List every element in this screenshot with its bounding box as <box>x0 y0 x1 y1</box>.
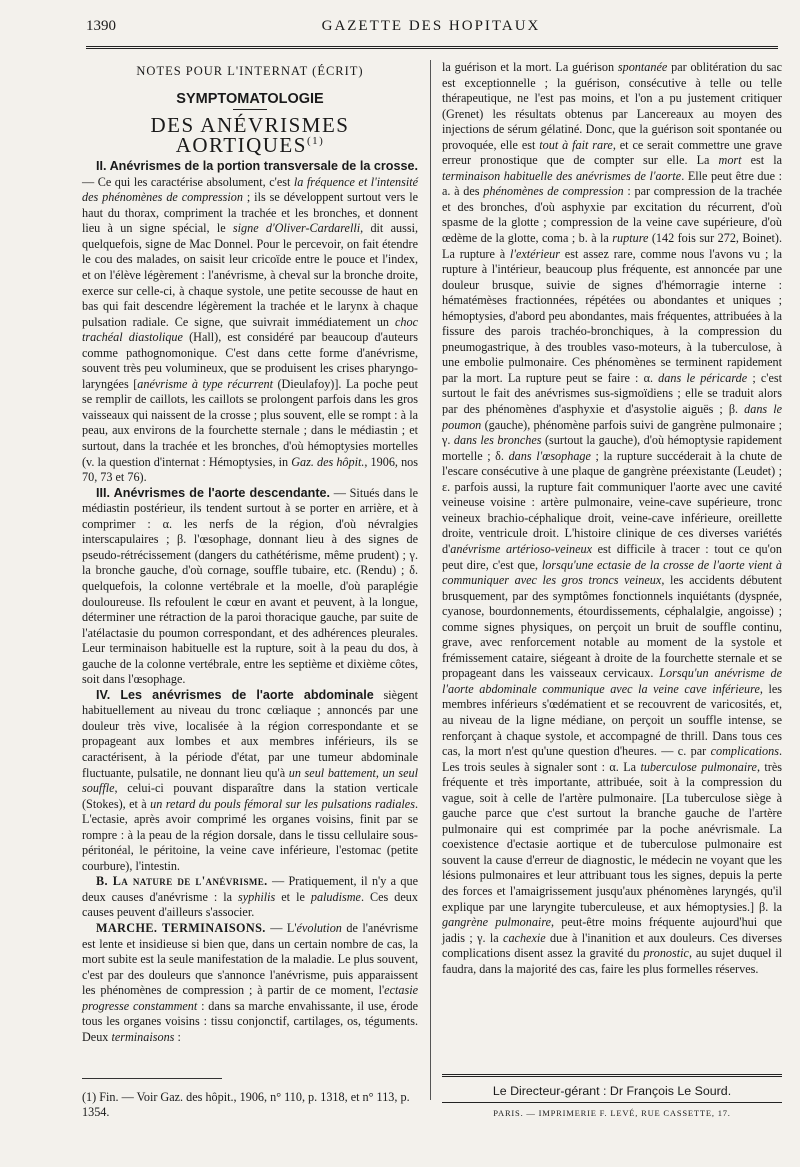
paragraph-aorte-abdominale <box>82 688 418 875</box>
text-run: due à l'inanition et aux douleurs. Ces diverses complications disent assez la gravité du <box>442 930 782 961</box>
text-run: , dit aussi, quelquefois, signe de Mac Donnel. Pour le percevoir, on fait étendre le cou des malades, on saisit leur cricoïde entre le pouce et l'index, et on l'élève légèrement : l'anévrisme, à cheval sur la bronche droite, exerce sur celle-ci, à chaque systole, une petite secousse de haut en bas qui fait descendre légèrement la trachée et le larynx à chaque pulsation radiale. Ce signe, que suivrait immédiatement un <box>82 221 419 329</box>
text-run: est difficile à tracer : tout ce qu'on peut dire, c'est que, <box>442 541 782 572</box>
text-run: est assez rare, comme nous l'avons vu ; la rupture à l'intérieur, beaucoup plus fréquente, est annoncée par une douleur brusque, suivie de signes d'hémorragie interne : hématémèses fractionnées, répétées ou abondantes et uniques ; hémoptysies, d'abord peu abondantes, mais fréquentes, attribuées à la fissure des parois trachéo-bronchiques, à la compression du pneumogastrique, à des troubles vaso-moteurs, à la tuberculose, à une embolie pulmonaire. Ces phénomènes se terminent rapidement par la mort. La rupture peut se faire : α. <box>442 246 782 385</box>
text-run: , peut-être moins fréquente aujourd'hui que jadis ; γ. la <box>442 915 782 945</box>
emphasis: tuberculose pulmonaire <box>640 759 757 774</box>
header-rule <box>86 46 778 51</box>
emphasis: paludisme <box>310 889 361 904</box>
emphasis: lorsqu'une ectasie de la crosse de l'aorte vient à communiquer avec les gros troncs veineux <box>442 557 782 588</box>
text-run: ; la rupture succéderait à la chute de l'escare consécutive à une plaque de gangrène préexistante (Leudet) ; ε. parfois aussi, la rupture fait communiquer l'aorte avec une cavité veineuse voisine : artère pulmonaire, veine-cave supérieure, tronc veineux brachio-céphalique droit, veine-cave inférieure, oreillette droite, ventricule droit. L'histoire clinique de ces diverses variétés d' <box>442 448 782 556</box>
paragraph-terminaisons <box>442 60 782 977</box>
left-column <box>82 60 418 1045</box>
emphasis: choc trachéal diastolique <box>82 314 418 345</box>
text-run: siègent habituellement au niveau du tronc cœliaque ; annoncés par une douleur très vive, localisée à la région correspondante et se propageant aux lombes et aux membres inférieurs, ils se caractérisent, à la période d'état, par une tumeur abdominale fluctuante, pulsatile, ne donnant lieu qu'à <box>82 687 418 780</box>
signature-rule <box>442 1074 782 1079</box>
printer-imprint: PARIS. — IMPRIMERIE F. LEVÉ, RUE CASSETTE, 17. <box>493 1108 731 1118</box>
section-subtitle: SYMPTOMATOLOGIE <box>176 90 324 107</box>
paragraph-marche <box>82 921 418 1045</box>
director-signature: Le Directeur-gérant : Dr François Le Sourd. <box>492 1084 732 1098</box>
printer-rule <box>442 1102 782 1103</box>
emphasis: mort <box>718 153 742 168</box>
text-run: , et ce serait commettre une grave erreur pronostique que de compter sur elle. La <box>442 137 783 168</box>
paragraph-heading: B. La nature de l'anévrisme. <box>96 874 268 889</box>
journal-title: GAZETTE DES HOPITAUX <box>321 18 541 34</box>
emphasis: ectasie progresse constamment <box>82 983 418 1013</box>
emphasis: Gaz. des hôpit. <box>291 454 365 469</box>
emphasis: dans le péricarde <box>658 370 748 385</box>
emphasis: pronostic <box>643 946 689 961</box>
footnote-rule <box>82 1078 222 1079</box>
text-run: . L'ectasie, après avoir comprimé les organes voisins, finit par se rompre : à la peau de la région dorsale, dans le tissu cellulaire sous-péritonéal, le péritoine, la veine cave inférieure, l'estomac (petite courbure), l'intestin. <box>82 796 418 873</box>
article-title <box>82 113 418 157</box>
column-divider <box>430 60 431 1100</box>
text-run: — L' <box>265 920 297 935</box>
text-run: — Pratiquement, il n'y a que deux causes d'anévrisme : la <box>82 874 418 904</box>
text-run: , très fréquente et très importante, attribuée, soit à la compression du vague, soit à celle de l'artère pulmonaire. [La tuberculose siège à gauche parce que c'est surtout la branche gauche de l'artère pulmonaire qui est comprimée par la poche anévrismale. La coexistence d'ectasie aortique et de tuberculose pulmonaire est souvent la cause d'erreur de diagnostic, le médecin ne voyant que les lésions pulmonaires et leur attribuant tous les signes, depuis la perte des forces et l'amaigrissement jusqu'aux phénomènes laryngés, qu'il explique par une laryngite tuberculeuse, et aux hémoptysies.] β. la <box>442 759 782 914</box>
emphasis: la fréquence et l'intensité des phénomènes de compression <box>82 174 419 205</box>
emphasis: dans l'œsophage <box>508 448 591 463</box>
title-note-marker: (1) <box>306 134 325 147</box>
text-run: ; ils se développent surtout vers le haut du thorax, compriment la trachée et les bronches, et donnent lieu à un signe spécial, le <box>82 190 418 236</box>
emphasis: anévrisme artérioso-veineux <box>450 541 592 556</box>
text-run: . Elle peut être due : a. à des <box>442 168 782 199</box>
emphasis: rupture <box>612 231 649 246</box>
emphasis: tout à fait rare <box>539 137 613 152</box>
text-run: (Hall), est considéré par beaucoup d'auteurs comme pathognomonique. C'est dans cette forme d'anévrisme, souvent très peu volumineux, que se produisent les crises pharyngo-laryngées [ <box>82 330 418 391</box>
text-run: , les membres inférieurs s'œdématient et se recouvrent de varicosités, et, au niveau de la ligne médiane, on perçoit un souffle intense, se renforçant à chaque systole, et accompagné de thrill. Dans tous ces cas, la mort n'est qu'une question d'heures. — c. par <box>442 681 782 759</box>
emphasis: l'extérieur <box>509 246 560 261</box>
text-run: (Dieulafoy)]. La poche peut se remplir de caillots, les caillots se prolongent parfois dans les gros vaisseaux qui naissent de la crosse ; plus souvent, elle se rompt : à la peau, aux environs de la fourchette sternale ; dans le médiastin ; et surtout, dans la trachée et les bronches, d'où hémoptysies mortelles (v. la question d'internat : Hémoptysies, in <box>82 376 418 469</box>
emphasis: signe d'Oliver-Cardarelli <box>232 221 361 236</box>
emphasis: dans le poumon <box>442 402 782 432</box>
text-run: — Ce qui les caractérise absolument, c'est <box>82 174 294 189</box>
paragraph-heading: IV. Les anévrismes de l'aorte abdominale <box>96 687 374 702</box>
text-run: . Les trois seules à signaler sont : α. La <box>442 744 782 774</box>
article-title-text: DES ANÉVRISMES AORTIQUES <box>150 113 350 157</box>
emphasis: phénomènes de compression <box>483 184 624 199</box>
page-header <box>86 18 776 40</box>
text-run: la guérison et la mort. La guérison <box>442 60 618 74</box>
paragraph-crosse <box>82 159 418 485</box>
emphasis: syphilis <box>238 889 276 904</box>
emphasis: un retard du pouls fémoral sur les pulsations radiales <box>150 796 415 811</box>
text-run: est la <box>741 153 782 168</box>
emphasis: spontanée <box>617 60 668 74</box>
subtitle-rule <box>233 109 267 110</box>
text-run: ; c'est surtout le fait des anévrismes sus-sigmoïdiens ; elle se traduit alors par des phénomènes d'asphyxie et d'asystolie aiguës ; β. <box>442 370 782 417</box>
text-run: — Situés dans le médiastin postérieur, ils tendent surtout à se porter en arrière, et à comprimer : α. les nerfs de la région, d'où névralgies interscapulaires ; β. l'œsophage, donnant lieu à des signes de pseudo-rétrécissement (dangers du cathétérisme, même prudent) ; γ. la bronche gauche, d'où cornage, souffle tubaire, etc. (Rendu) ; δ. quelquefois, la colonne vertébrale et la moelle, d'où paraplégie douloureuse. Ils refoulent le cœur en avant et peuvent, à la longue, déterminer une rétraction de la paroi thoracique gauche, par suite de l'atélactasie du poumon correspondant, et des adhérences pleurales. Leur terminaison habituelle est la rupture, soit à la peau du dos, à gauche de la colonne vertébrale, entre les septième et dixième côtes, soit dans l'œsophage. <box>82 485 418 687</box>
footnote: (1) Fin. — Voir Gaz. des hôpit., 1906, n° 110, p. 1318, et n° 113, p. 1354. <box>82 1090 410 1119</box>
paragraph-heading: MARCHE. TERMINAISONS. <box>96 920 266 935</box>
emphasis: complications <box>710 744 779 759</box>
emphasis: terminaison habituelle des anévrismes de l'aorte <box>442 168 682 183</box>
text-run: , celui-ci pouvant disparaître dans la station verticale (Stokes), et à <box>82 781 418 811</box>
paragraph-heading: II. Anévrismes de la portion transversale de la crosse. <box>96 159 418 174</box>
section-kicker: NOTES POUR L'INTERNAT (ÉCRIT) <box>136 64 364 78</box>
emphasis: cachexie <box>503 930 546 945</box>
emphasis: terminaisons <box>111 1029 175 1044</box>
text-run: : dans sa marche envahissante, il use, érode tous les organes voisins : tissu conjonctif, cartilages, os, téguments. Deux <box>82 998 418 1044</box>
text-run: (surtout la gauche), d'où hémoptysie rapidement mortelle ; δ. <box>442 433 782 463</box>
text-run: (gauche), phénomène parfois suivi de gangrène pulmonaire ; γ. <box>442 417 782 448</box>
text-run: . Ces deux causes peuvent d'ailleurs s'associer. <box>82 889 418 920</box>
text-run: , les accidents débutent brusquement, par des symptômes fonctionnels inquiétants (dyspnée, cyanose, bourdonnements, étourdissements, céphalalgie, angoisse) ; comme signes physiques, on perçoit un bruit de souffle continu, grave, avec renforcement notable au moment de la systole et frémissement cataire, siégeant à droite de la fourchette sternale et se propageant dans les vaisseaux cervicaux. <box>442 573 782 681</box>
emphasis: dans les bronches <box>453 433 542 448</box>
text-run: : <box>174 1029 181 1044</box>
emphasis: un seul battement, un seul souffle <box>82 765 418 796</box>
text-run: (142 fois sur 272, Boinet). La rupture à <box>442 231 782 261</box>
text-run: : par compression de la trachée et des bronches, d'où asphyxie par excitation du récurrent, d'où spasme de la glotte ; compression de la veine cave supérieure, d'où œdème de la glotte, coma ; b. à la <box>442 184 782 246</box>
right-column <box>442 60 782 977</box>
text-run: de l'anévrisme est lente et insidieuse si bien que, dans un certain nombre de cas, la mort subite est la seule manifestation de la maladie. Le plus souvent, c'est par des douleurs que s'annonce l'anévrisme, puis apparaissent les phénomènes de compression ; à partir de ce moment, l' <box>82 920 419 998</box>
paragraph-heading: III. Anévrismes de l'aorte descendante. <box>96 485 331 500</box>
text-run: par oblitération du sac est exceptionnelle ; la guérison, consécutive à telle ou telle thérapeutique, ne l'est pas moins, et l'on a pu justement critiquer (Grenet) les résultats obtenus par Lancereaux au moyen des injections de sérum gélatiné. Donc, que la guérison soit spontanée ou provoquée, elle est <box>442 60 783 152</box>
paragraph-nature <box>82 874 418 921</box>
emphasis: anévrisme à type récurrent <box>137 376 273 391</box>
emphasis: Lorsqu'un anévrisme de l'aorte abdominale communique avec la veine cave inférieure <box>442 666 782 696</box>
text-run: , au sujet duquel il faudra, dans la majorité des cas, faire les plus formelles réserves. <box>442 946 782 976</box>
emphasis: gangrène pulmonaire <box>442 915 552 930</box>
paragraph-aorte-descendante <box>82 486 418 688</box>
text-run: , 1906, nos 70, 73 et 76). <box>82 454 419 485</box>
text-run: et le <box>275 889 311 904</box>
page-number: 1390 <box>86 18 116 34</box>
emphasis: évolution <box>296 920 342 935</box>
